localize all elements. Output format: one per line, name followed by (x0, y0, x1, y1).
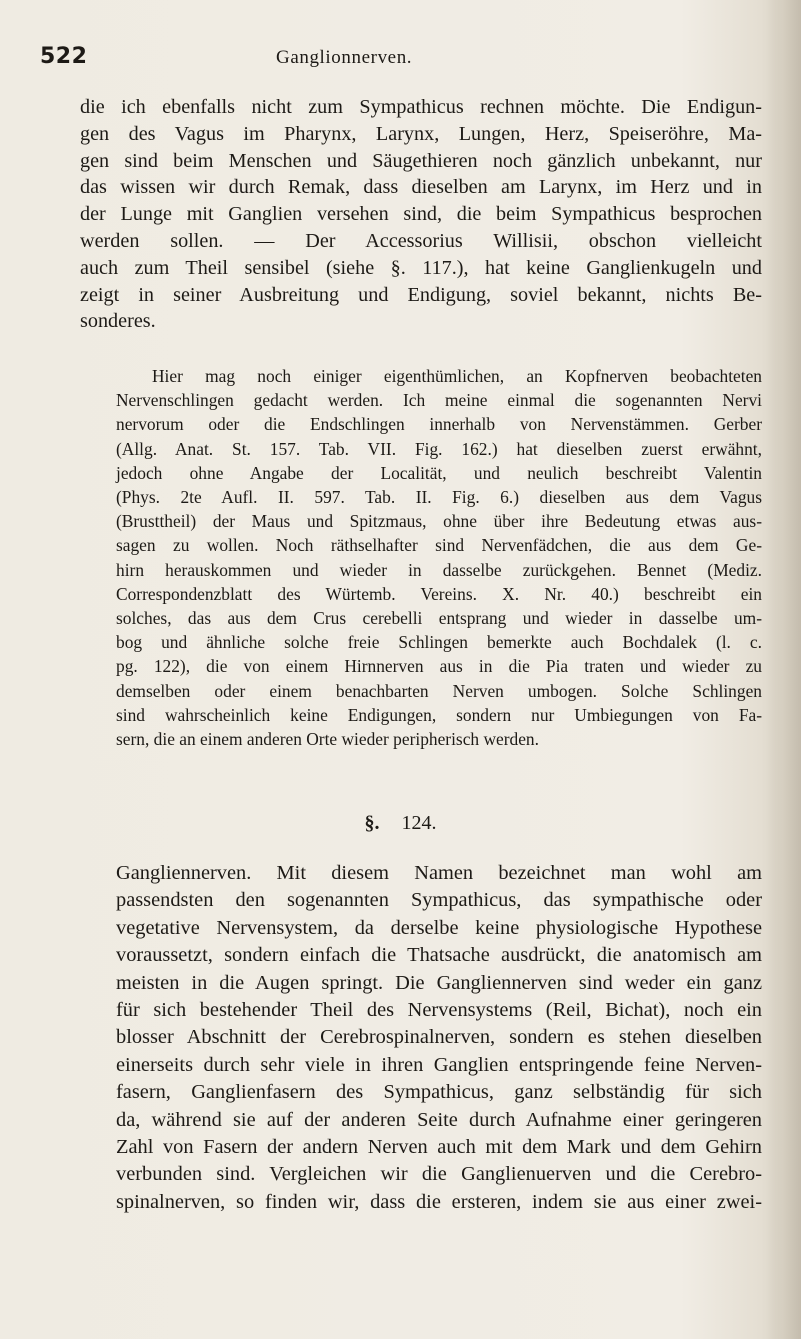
section-number: 124. (401, 812, 437, 834)
paragraph-2 (80, 364, 762, 751)
text-line: solches, das aus dem Crus cerebelli entsprang und wieder in dasselbe um- (116, 608, 762, 629)
text-line: spinalnerven, so finden wir, dass die ersteren, indem sie aus einer zwei- (116, 1190, 762, 1213)
text-line: hirn herauskommen und wieder in dasselbe zurückgehen. Bennet (Mediz. (116, 559, 762, 580)
text-line: Correspondenzblatt des Würtemb. Vereins. X. Nr. 40.) beschreibt ein (116, 583, 762, 604)
text-line: zeigt in seiner Ausbreitung und Endigung, soviel bekannt, nichts Be- (80, 283, 762, 306)
text-line: (Brusttheil) der Maus und Spitzmaus, ohne über ihre Bedeutung etwas aus- (116, 511, 762, 532)
text-line: fasern, Ganglienfasern des Sympathicus, ganz selbständig für sich (116, 1081, 762, 1104)
text-line: (Phys. 2te Aufl. II. 597. Tab. II. Fig. 6.) dieselben aus dem Vagus (116, 487, 762, 508)
text-line: pg. 122), die von einem Hirnnerven aus in die Pia traten und wieder zu (116, 656, 762, 677)
page-header (40, 44, 760, 84)
text-line: einerseits durch sehr viele in ihren Ganglien entspringende feine Nerven- (116, 1053, 762, 1076)
text-line: da, während sie auf der anderen Seite durch Aufnahme einer geringeren (116, 1108, 762, 1131)
text-line: meisten in die Augen springt. Die Gangliennerven sind weder ein ganz (116, 971, 762, 994)
running-head: Ganglionnerven. (276, 47, 413, 68)
text-line: werden sollen. — Der Accessorius Willisii, obschon vielleicht (80, 229, 762, 252)
text-line: (Allg. Anat. St. 157. Tab. VII. Fig. 162.) hat dieselben zuerst erwähnt, (116, 438, 762, 459)
text-line: auch zum Theil sensibel (siehe §. 117.), hat keine Ganglienkugeln und (80, 256, 762, 279)
text-line: sonderes. (80, 310, 156, 333)
text-line: für sich bestehender Theil des Nervensystems (Reil, Bichat), noch ein (116, 999, 762, 1022)
text-line: das wissen wir durch Remak, dass dieselben am Larynx, im Herz und in (80, 176, 762, 199)
page-number: 522 (40, 44, 88, 69)
text-line: sern, die an einem anderen Orte wieder peripherisch werden. (116, 729, 539, 750)
text-line: Zahl von Fasern der andern Nerven auch mit dem Mark und dem Gehirn (116, 1136, 762, 1159)
paragraph-3 (80, 860, 762, 1216)
text-line: verbunden sind. Vergleichen wir die Ganglienuerven und die Cerebro- (116, 1163, 762, 1186)
text-line: Nervenschlingen gedacht werden. Ich meine einmal die sogenannten Nervi (116, 390, 762, 411)
text-line: der Lunge mit Ganglien versehen sind, die beim Sympathicus besprochen (80, 203, 762, 226)
paragraph-1 (80, 94, 762, 335)
text-line: die ich ebenfalls nicht zum Sympathicus rechnen möchte. Die Endigun- (80, 96, 762, 118)
text-line: gen sind beim Menschen und Säugethieren noch gänzlich unbekannt, nur (80, 149, 762, 172)
section-heading (0, 812, 801, 835)
text-line: vegetative Nervensystem, da derselbe keine physiologische Hypothese (116, 916, 762, 939)
text-line: Gangliennerven. Mit diesem Namen bezeichnet man wohl am (116, 862, 762, 884)
text-line: demselben oder einem benachbarten Nerven umbogen. Solche Schlingen (116, 680, 762, 701)
text-line: gen des Vagus im Pharynx, Larynx, Lungen, Herz, Speiseröhre, Ma- (80, 122, 762, 145)
text-line: bog und ähnliche solche freie Schlingen bemerkte auch Bochdalek (l. c. (116, 632, 762, 653)
text-line: sagen zu wollen. Noch räthselhafter sind Nervenfädchen, die aus dem Ge- (116, 535, 762, 556)
text-line: passendsten den sogenannten Sympathicus, das sympathische oder (116, 889, 762, 912)
text-line: voraussetzt, sondern einfach die Thatsache ausdrückt, die anatomisch am (116, 944, 762, 967)
text-line: blosser Abschnitt der Cerebrospinalnerven, sondern es stehen dieselben (116, 1026, 762, 1049)
page-edge-shadow (767, 0, 801, 1339)
text-line: nervorum oder die Endschlingen innerhalb von Nervenstämmen. Gerber (116, 414, 762, 435)
text-line: Hier mag noch einiger eigenthümlichen, an Kopfnerven beobachteten (152, 366, 762, 386)
text-line: jedoch ohne Angabe der Localität, und neulich beschreibt Valentin (116, 462, 762, 483)
section-symbol: §. (364, 812, 380, 834)
text-line: sind wahrscheinlich keine Endigungen, sondern nur Umbiegungen von Fa- (116, 704, 762, 725)
